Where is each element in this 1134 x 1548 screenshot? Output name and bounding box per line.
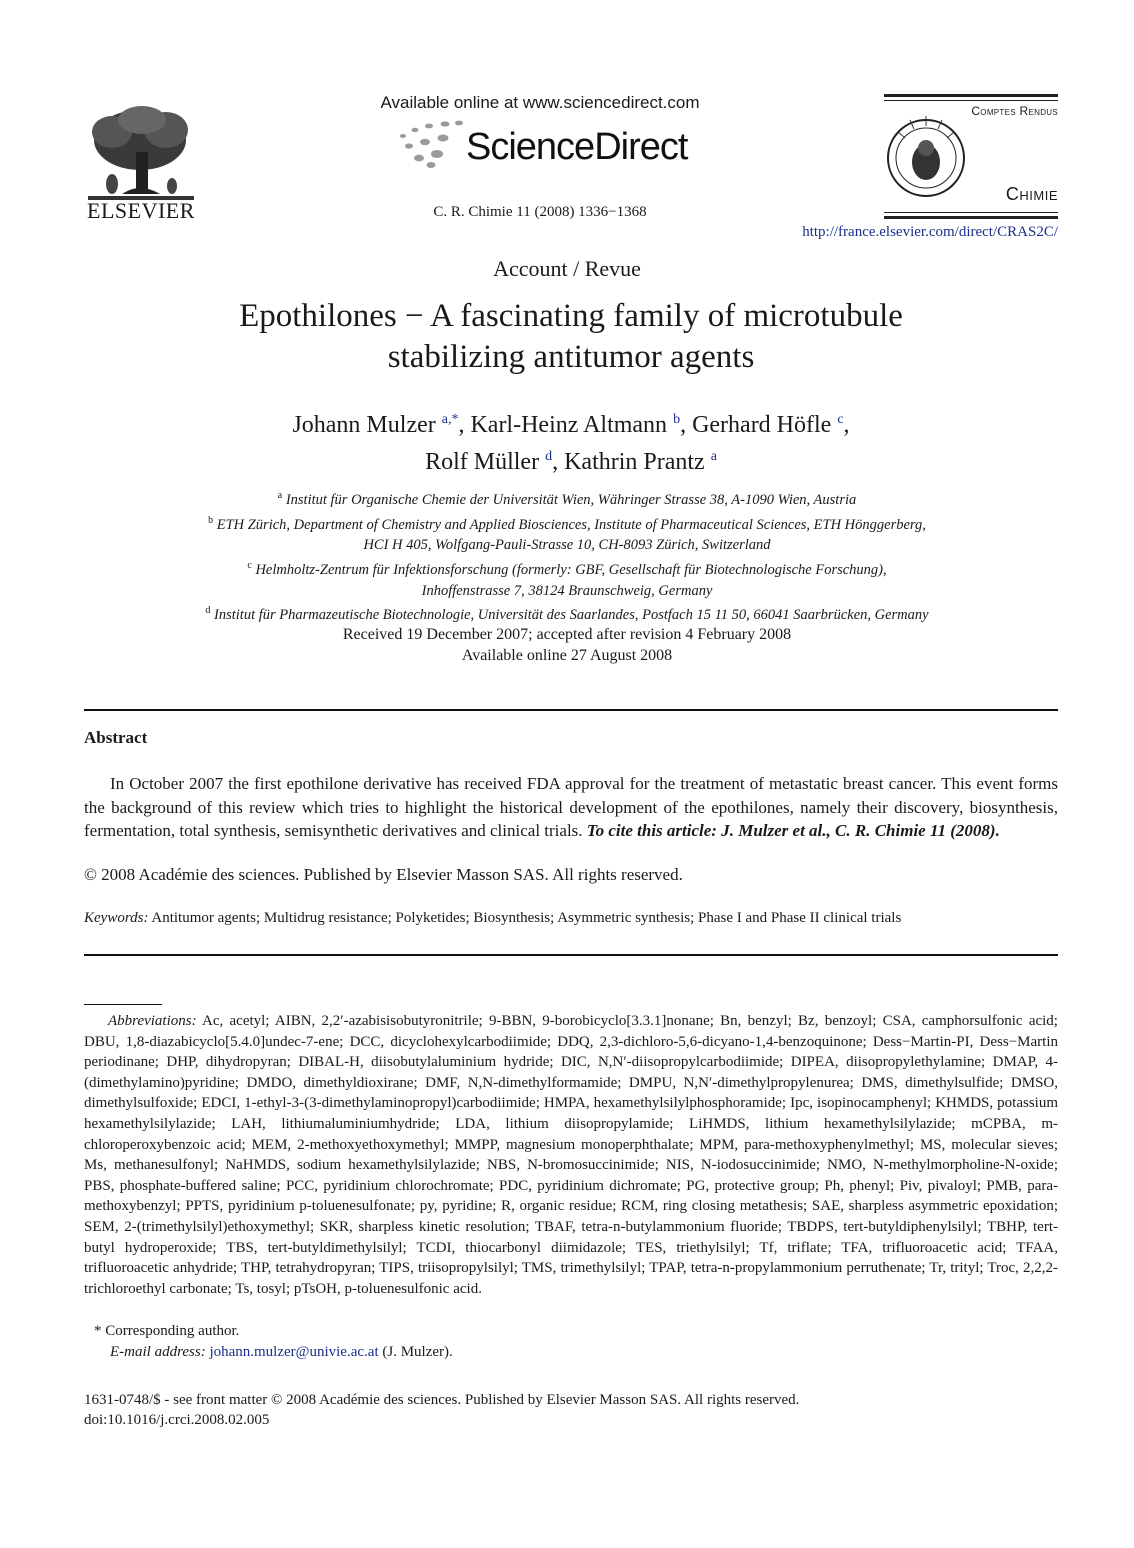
sciencedirect-wordmark: ScienceDirect bbox=[466, 126, 688, 168]
article-type: Account / Revue bbox=[493, 256, 641, 281]
journal-citation: C. R. Chimie 11 (2008) 1336−1368 bbox=[433, 204, 647, 220]
affiliation-c: $^c$ Helmholtz-Zentrum für Infektionsforschung (formerly: GBF, Gesellschaft für Biotechnologische Forschung), bbox=[247, 560, 887, 578]
author-separator: , bbox=[843, 412, 850, 438]
affiliations bbox=[80, 486, 1054, 626]
keywords-label: Keywords: bbox=[84, 910, 149, 926]
received-date: Received 19 December 2007; accepted after revision 4 February 2008 bbox=[342, 626, 792, 643]
abbreviations-footnote bbox=[84, 1011, 1058, 1299]
affiliation-b-cont: HCI H 405, Wolfgang-Pauli-Strasse 10, CH-8093 Zürich, Switzerland bbox=[363, 537, 771, 554]
keywords-list: Antitumor agents; Multidrug resistance; Polyketides; Biosynthesis; Asymmetric synthesis; Phase I and Phase II clinical trials bbox=[151, 910, 902, 926]
abstract-body bbox=[84, 772, 1058, 843]
author-name: Karl-Heinz Altmann bbox=[470, 412, 668, 438]
abstract-bottom-rule bbox=[84, 954, 1058, 956]
article-dates bbox=[0, 624, 1134, 666]
issn-line: 1631-0748/$ - see front matter © 2008 Académie des sciences. Published by Elsevier Masson SAS. All rights reserved. bbox=[84, 1392, 800, 1408]
abbreviations-label: Abbreviations: bbox=[108, 1013, 197, 1029]
journal-url-link[interactable]: http://france.elsevier.com/direct/CRAS2C/ bbox=[802, 224, 1058, 240]
abstract-top-rule bbox=[84, 709, 1058, 711]
author-separator: , bbox=[680, 412, 693, 438]
affiliation-b: $^b$ ETH Zürich, Department of Chemistry and Applied Biosciences, Institute of Pharmaceutical Sciences, ETH Hönggerberg, bbox=[208, 514, 926, 533]
journal-series-name: Comptes Rendus bbox=[971, 104, 1058, 118]
author-separator: , bbox=[552, 449, 565, 475]
title-line-1: Epothilones − A fascinating family of microtubule bbox=[239, 298, 903, 334]
email-suffix: (J. Mulzer). bbox=[378, 1344, 453, 1360]
journal-name: Chimie bbox=[1005, 184, 1058, 204]
abstract-copyright: © 2008 Académie des sciences. Published by Elsevier Masson SAS. All rights reserved. bbox=[84, 865, 683, 884]
front-matter bbox=[84, 1390, 799, 1430]
abbreviations-text: Ac, acetyl; AIBN, 2,2′-azabisisobutyronitrile; 9-BBN, 9-borobicyclo[3.3.1]nonane; Bn, benzyl; Bz, benzoyl; CSA, camphorsulfonic acid; DBU, 1,8-diazabicyclo[5.4.0]undec-7-ene; DCC, dicyclohexylcarbodiimide; DDQ, 2,3-dichloro-5,6-dicyano-1,4-benzoquinone; Dess−Martin-PI, Dess−Martin periodinane; DHP, dihydropyran; DIBAL-H, diisobutylaluminium hydride; DIC, N,N′-diisopropylcarbodiimide; DIPEA, diisopropylethylamine; DMAP, 4-(dimethylamino)pyridine; DMDO, dimethyldioxirane; DMF, N,N-dimethylformamide; DMPU, N,N′-dimethylpropylenurea; DMS, dimethylsulfide; DMSO, dimethylsulfoxide; EDCI, 1-ethyl-3-(3-dimethylaminopropyl)carbodiimide; HMPA, hexamethylsilylphosphoramide; Ipc, isopinocamphenyl; KHMDS, potassium hexamethylsilylazide; LAH, lithiumaluminiumhydride; LDA, lithium diisopropylamide; LiHMDS, lithium hexamethylsilylazide; mCPBA, m-chloroperoxybenzoic acid; MEM, 2-methoxyethoxymethyl; MMPP, magnesium monoperphthalate; MPM, para-methoxyphenylmethyl; MS, molecular sieves; Ms, methanesulfonyl; NaHMDS, sodium hexamethylsilylazide; NBS, N-bromosuccinimide; NIS, N-iodosuccinimide; NMO, N-methylmorpholine-N-oxide; PBS, phosphate-buffered saline; PCC, pyridinium chlorochromate; PDC, pyridinium dichromate; PG, protective group; Ph, phenyl; Piv, pivaloyl; PMB, para-methoxybenzyl; PPTS, pyridinium p-toluenesulfonate; py, pyridine; R, organic residue; RCM, ring closing metathesis; SAE, sharpless asymmetric epoxidation; SEM, 2-(trimethylsilyl)ethoxymethyl; SKR, sharpless kinetic resolution; TBAF, tetra-n-butylammonium fluoride; TBDPS, tert-butyldiphenylsilyl; TBHP, tert-butyl hydroperoxide; TBS, tert-butyldimethylsilyl; TCDI, thiocarbonyl diimidazole; TES, triethylsilyl; Tf, triflate; TFA, trifluoroacetic acid; TFAA, trifluoroacetic anhydride; THP, tetrahydropyran; TIPS, triisopropylsilyl; TMS, trimethylsilyl; TPAP, tetra-n-propylammonium perruthenate; Tr, trityl; Troc, 2,2,2-trichloroethyl carbonate; Ts, tosyl; pTsOH, p-toluenesulfonic acid. bbox=[84, 1013, 1058, 1297]
author-affiliation-mark[interactable]: d bbox=[545, 449, 553, 464]
author-name: Johann Mulzer bbox=[292, 412, 436, 438]
citation-instruction: To cite this article: J. Mulzer et al., C. R. Chimie 11 (2008). bbox=[586, 821, 1000, 840]
author-name: Kathrin Prantz bbox=[564, 449, 705, 475]
author-list bbox=[140, 404, 1002, 478]
author-email-link[interactable]: johann.mulzer@univie.ac.at bbox=[209, 1344, 379, 1360]
author-affiliation-mark[interactable]: c bbox=[837, 412, 844, 427]
affiliation-a: $^a$ Institut für Organische Chemie der Universität Wien, Währinger Strasse 38, A-1090 Wien, Austria bbox=[277, 490, 857, 508]
email-note bbox=[110, 1344, 453, 1361]
available-online-text: Available online at www.sciencedirect.com bbox=[380, 93, 700, 112]
abstract-text: In October 2007 the first epothilone derivative has received FDA approval for the treatment of metastatic breast cancer. This event forms the background of this review which tries to highlight the historical development of the epothilones, namely their discovery, biosynthesis, fermentation, total synthesis, semisynthetic derivatives and clinical trials. bbox=[84, 774, 1058, 840]
author-line-2 bbox=[140, 441, 1002, 478]
affiliation-c-cont: Inhoffenstrasse 7, 38124 Braunschweig, Germany bbox=[421, 582, 713, 599]
email-label: E-mail address: bbox=[110, 1344, 206, 1360]
elsevier-wordmark: ELSEVIER bbox=[87, 198, 195, 223]
keywords bbox=[84, 910, 1058, 927]
journal-logo-top-rule bbox=[884, 94, 1058, 101]
author-affiliation-mark[interactable]: a,* bbox=[441, 412, 459, 427]
journal-logo-bottom-rule bbox=[884, 212, 1058, 219]
author-affiliation-mark[interactable]: a bbox=[710, 449, 717, 464]
abstract-heading: Abstract bbox=[84, 728, 148, 747]
author-name: Gerhard Höfle bbox=[692, 412, 832, 438]
doi-line[interactable]: doi:10.1016/j.crci.2008.02.005 bbox=[84, 1412, 270, 1428]
title-line-2: stabilizing antitumor agents bbox=[387, 339, 755, 375]
author-line-1 bbox=[140, 404, 1002, 441]
footnote-rule bbox=[84, 1004, 162, 1005]
corresponding-author-note: * Corresponding author. bbox=[94, 1323, 240, 1339]
article-title bbox=[140, 296, 1002, 378]
available-date: Available online 27 August 2008 bbox=[461, 647, 673, 664]
affiliation-d: $^d$ Institut für Pharmazeutische Biotechnologie, Universität des Saarlandes, Postfach 15 11 50, 66041 Saarbrücken, Germany bbox=[205, 605, 929, 624]
author-separator: , bbox=[458, 412, 471, 438]
author-name: Rolf Müller bbox=[425, 449, 540, 475]
author-affiliation-mark[interactable]: b bbox=[673, 412, 681, 427]
sciencedirect-dots-icon bbox=[395, 120, 467, 168]
